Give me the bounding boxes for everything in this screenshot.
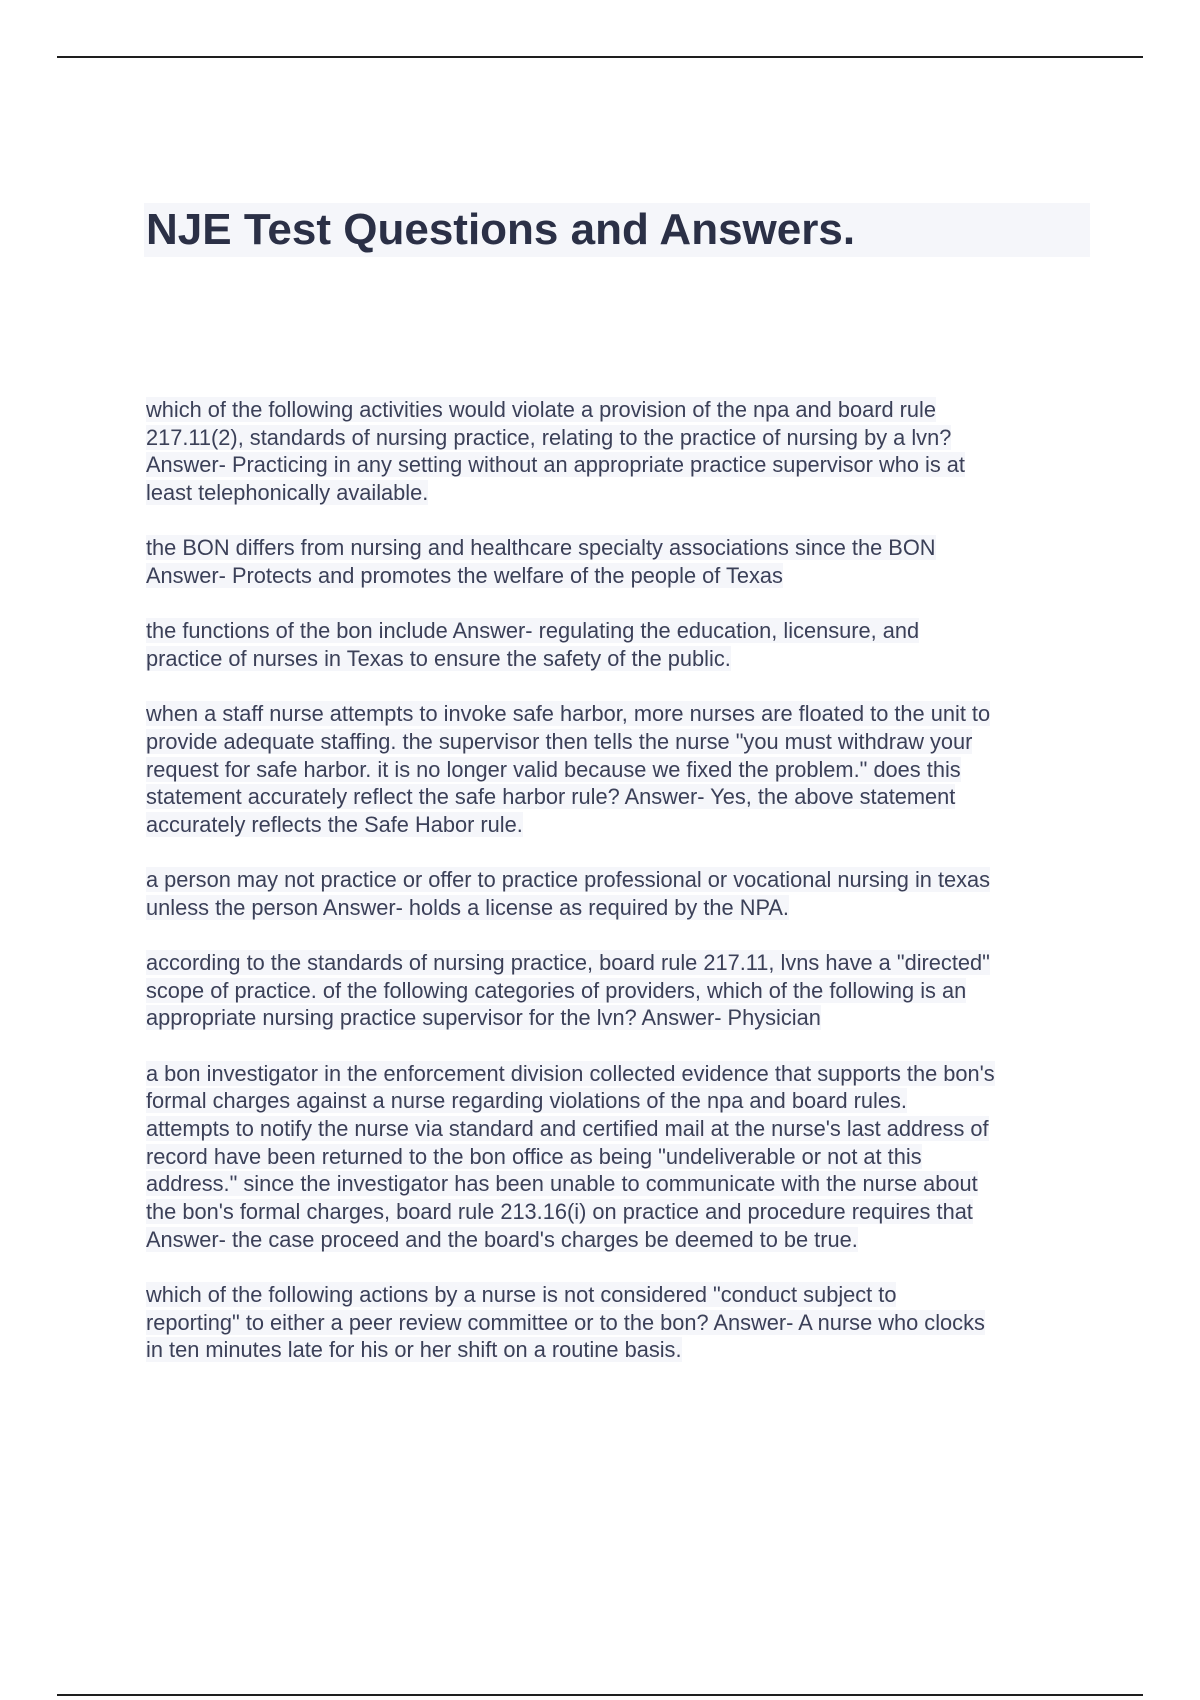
qa-item: [146, 534, 1092, 589]
qa-item: [146, 1060, 1092, 1254]
qa-line: a bon investigator in the enforcement division collected evidence that supports the bon's: [146, 1060, 995, 1086]
qa-line: the functions of the bon include Answer- regulating the education, licensure, and: [146, 618, 920, 644]
bottom-rule: [57, 1694, 1143, 1696]
qa-item: [146, 949, 1092, 1032]
qa-line: in ten minutes late for his or her shift on a routine basis.: [146, 1337, 682, 1363]
qa-line: scope of practice. of the following categories of providers, which of the following is an: [146, 977, 967, 1003]
qa-line: practice of nurses in Texas to ensure the safety of the public.: [146, 645, 731, 671]
top-rule: [57, 56, 1143, 58]
qa-line: which of the following actions by a nurse is not considered "conduct subject to: [146, 1282, 897, 1308]
qa-item: [146, 1281, 1092, 1364]
qa-line: provide adequate staffing. the supervisor then tells the nurse "you must withdraw your: [146, 728, 973, 754]
qa-line: attempts to notify the nurse via standard and certified mail at the nurse's last address of: [146, 1116, 989, 1142]
qa-item: [146, 700, 1092, 839]
qa-line: which of the following activities would violate a provision of the npa and board rule: [146, 397, 936, 422]
qa-list: [146, 396, 1092, 1392]
qa-line: according to the standards of nursing practice, board rule 217.11, lvns have a "directed": [146, 950, 990, 976]
qa-line: when a staff nurse attempts to invoke safe harbor, more nurses are floated to the unit to: [146, 701, 991, 727]
qa-line: address." since the investigator has been unable to communicate with the nurse about: [146, 1171, 978, 1197]
qa-line: formal charges against a nurse regarding violations of the npa and board rules.: [146, 1088, 907, 1114]
qa-item: [146, 866, 1092, 921]
qa-line: record have been returned to the bon office as being "undeliverable or not at this: [146, 1143, 922, 1169]
qa-item: [146, 396, 1092, 507]
qa-line: unless the person Answer- holds a license as required by the NPA.: [146, 894, 789, 920]
qa-line: accurately reflects the Safe Habor rule.: [146, 811, 523, 837]
qa-line: Answer- Practicing in any setting without an appropriate practice supervisor who is at: [146, 452, 965, 478]
qa-line: 217.11(2), standards of nursing practice, relating to the practice of nursing by a lvn?: [146, 424, 952, 450]
qa-line: appropriate nursing practice supervisor for the lvn? Answer- Physician: [146, 1005, 821, 1031]
qa-item: [146, 617, 1092, 672]
qa-line: Answer- the case proceed and the board's charges be deemed to be true.: [146, 1226, 858, 1252]
qa-line: a person may not practice or offer to practice professional or vocational nursing in texas: [146, 867, 991, 893]
qa-line: least telephonically available.: [146, 480, 429, 506]
qa-line: reporting" to either a peer review committee or to the bon? Answer- A nurse who clocks: [146, 1309, 985, 1335]
page-title: NJE Test Questions and Answers.: [144, 203, 1090, 257]
qa-line: the BON differs from nursing and healthcare specialty associations since the BON: [146, 535, 936, 561]
qa-line: Answer- Protects and promotes the welfare of the people of Texas: [146, 563, 783, 589]
qa-line: the bon's formal charges, board rule 213.16(i) on practice and procedure requires that: [146, 1199, 973, 1225]
qa-line: statement accurately reflect the safe harbor rule? Answer- Yes, the above statement: [146, 784, 956, 810]
qa-line: request for safe harbor. it is no longer valid because we fixed the problem." does this: [146, 756, 961, 782]
